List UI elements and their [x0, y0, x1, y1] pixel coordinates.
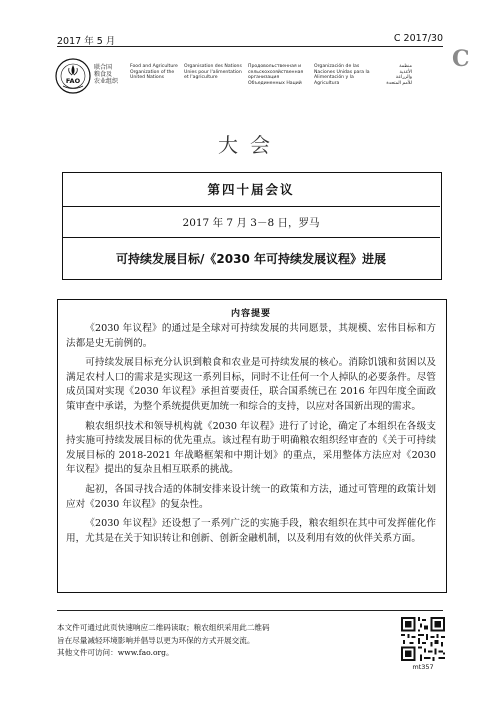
header-rule	[57, 46, 443, 47]
session-name: 第四十届会议	[62, 172, 440, 207]
session-date-place: 2017 年 7 月 3－8 日，罗马	[62, 207, 440, 238]
org-name-en: Food and Agriculture Organization of the United Nations	[130, 64, 178, 81]
org-name-fr: Organisation des Nations Unies pour l'alimentation et l'agriculture	[184, 64, 242, 81]
org-name-ar: منظمة الأغذية والزراعة للأمم المتحدة	[386, 64, 412, 86]
language-letter: C	[452, 46, 470, 72]
qr-code-id: mt357	[412, 663, 434, 671]
org-name-zh: 联合国 粮食及 农业组织	[94, 64, 119, 85]
summary-body	[66, 322, 436, 551]
org-name-es: Organización de las Naciones Unidas para la Alimentación y la Agricultura	[314, 64, 370, 86]
document-code: C 2017/30	[393, 33, 443, 44]
organization-names	[94, 64, 444, 86]
summary-paragraph: 可持续发展目标充分认识到粮食和农业是可持续发展的核心。消除饥饿和贫困以及满足农村人口的需求是实现这一系列目标，同时不让任何一个人掉队的必要条件。尽管成员国对实现《2030 年议程》承担首要责任，联合国系统已在 2016 年四年度全面政策审查中承诺，为整个系统提供更加统一和综合的支持，以应对各国新出现的需求。	[66, 357, 436, 412]
summary-paragraph: 起初，各国寻找合适的体制安排来设计统一的政策和方法，通过可管理的政策计划应对《2030 年议程》的复杂性。	[66, 483, 436, 510]
footer-rule	[57, 610, 443, 611]
org-name-ru: Продовольственная и сельскохозяйственная организация Объединенных Наций	[248, 64, 304, 86]
qr-code-icon	[401, 617, 445, 661]
summary-paragraph: 《2030 年议程》的通过是全球对可持续发展的共同愿景，其规模、宏伟目标和方法都是史无前例的。	[66, 323, 436, 349]
document-date: 2017 年 5 月	[57, 36, 116, 47]
footer-line: 其他文件可访问：www.fao.org。	[57, 648, 174, 657]
summary-paragraph: 粮农组织技术和领导机构就《2030 年议程》进行了讨论，确定了本组织在各级支持实施可持续发展目标的优先重点。该过程有助于明确粮农组织经审查的《关于可持续发展目标的 2018-2021 年战略框架和中期计划》的重点，采用整体方法应对《2030 年议程》提出的复杂且相互联系的挑战。	[66, 420, 436, 476]
fao-logo-icon	[55, 58, 91, 94]
fao-logo-text: FAO	[65, 77, 81, 85]
footer-note	[57, 622, 377, 660]
summary-paragraph: 《2030 年议程》还设想了一系列广泛的实施手段，粮农组织在其中可发挥催化作用，尤其是在关于知识转让和创新、创新金融机制，以及利用有效的伙伴关系方面。	[66, 518, 436, 544]
summary-heading: 内容提要	[230, 309, 271, 319]
footer-line: 本文件可通过此页快速响应二维码读取；粮农组织采用此二维码	[57, 623, 270, 632]
conference-title: 大会	[218, 133, 282, 157]
session-topic: 可持续发展目标/《2030 年可持续发展议程》进展	[116, 251, 386, 266]
footer-line: 旨在尽量减轻环境影响并倡导以更为环保的方式开展交流。	[57, 635, 255, 645]
